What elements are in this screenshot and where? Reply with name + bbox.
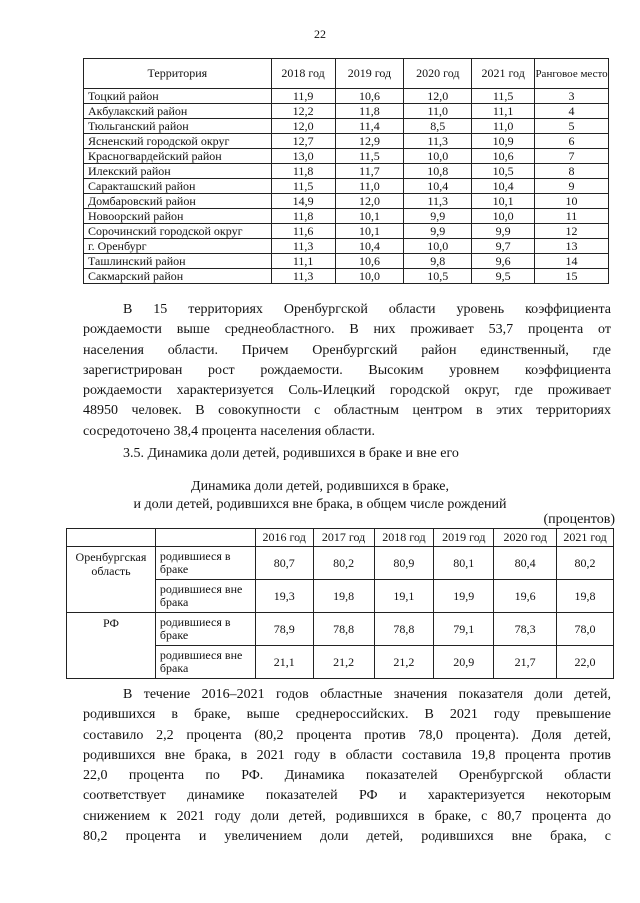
value-cell: 80,4 [494, 547, 557, 580]
table-row [84, 269, 609, 284]
value-cell: 10,4 [404, 179, 472, 194]
value-cell: 19,1 [374, 580, 434, 613]
text-line: 80,2 процента и увеличением доли детей, родившихся вне брака, с [83, 829, 611, 845]
value-cell: 8,5 [404, 119, 472, 134]
value-cell: 10,0 [404, 239, 472, 254]
value-cell: 13,0 [271, 149, 335, 164]
value-cell: 11,9 [271, 89, 335, 104]
value-cell: 78,8 [374, 613, 434, 646]
column-header: Ранговое место [535, 59, 609, 89]
value-cell: 10,1 [335, 209, 404, 224]
value-cell: 11,7 [335, 164, 404, 179]
territory-cell: Саракташский район [84, 179, 272, 194]
value-cell: 14,9 [271, 194, 335, 209]
value-cell: 10,1 [335, 224, 404, 239]
value-cell: 11,3 [404, 134, 472, 149]
value-cell: 10,5 [404, 269, 472, 284]
category-cell: родившиеся в браке [155, 613, 255, 646]
text-line: 22,0 процента по РФ. Динамика показателей Оренбургской области [83, 768, 611, 784]
value-cell: 19,8 [557, 580, 614, 613]
value-cell: 12,0 [335, 194, 404, 209]
table-row [84, 254, 609, 269]
value-cell: 78,0 [557, 613, 614, 646]
value-cell: 9,6 [472, 254, 535, 269]
text-line: рождаемости характеризуется Соль-Илецкий городской округ, где проживает [83, 383, 611, 399]
value-cell: 12,9 [335, 134, 404, 149]
table-row [84, 239, 609, 254]
region-cell: Оренбургская область [67, 547, 156, 613]
year-header: 2019 год [434, 529, 494, 547]
value-cell: 10,9 [472, 134, 535, 149]
column-header: 2018 год [271, 59, 335, 89]
empty-header-cell [67, 529, 156, 547]
category-cell: родившиеся вне брака [155, 580, 255, 613]
empty-header-cell [155, 529, 255, 547]
page-number: 22 [314, 27, 326, 41]
category-cell: родившиеся в браке [155, 547, 255, 580]
value-cell: 10,1 [472, 194, 535, 209]
text-line: 48950 человек. В совокупности с областным центром в этих территориях [83, 403, 611, 419]
value-cell: 9,7 [472, 239, 535, 254]
value-cell: 7 [535, 149, 609, 164]
value-cell: 21,2 [374, 646, 434, 679]
value-cell: 22,0 [557, 646, 614, 679]
table-row [84, 119, 609, 134]
year-header: 2016 год [255, 529, 313, 547]
value-cell: 19,8 [313, 580, 374, 613]
table-title-line: Динамика доли детей, родившихся в браке, [191, 479, 449, 494]
value-cell: 9,9 [404, 224, 472, 239]
value-cell: 4 [535, 104, 609, 119]
fertility-rank-table [83, 58, 609, 284]
value-cell: 80,2 [313, 547, 374, 580]
value-cell: 79,1 [434, 613, 494, 646]
table-row [84, 104, 609, 119]
table-header-row [84, 59, 609, 89]
table-row [84, 194, 609, 209]
value-cell: 11,3 [271, 269, 335, 284]
year-header: 2017 год [313, 529, 374, 547]
births-marriage-table [66, 528, 614, 679]
value-cell: 10,0 [472, 209, 535, 224]
value-cell: 11,8 [271, 164, 335, 179]
value-cell: 78,3 [494, 613, 557, 646]
paragraph-dynamics [83, 685, 611, 847]
value-cell: 9,8 [404, 254, 472, 269]
value-cell: 11,5 [472, 89, 535, 104]
value-cell: 19,9 [434, 580, 494, 613]
column-header: 2019 год [335, 59, 404, 89]
value-cell: 12,7 [271, 134, 335, 149]
value-cell: 10,6 [335, 254, 404, 269]
value-cell: 11,8 [335, 104, 404, 119]
value-cell: 80,7 [255, 547, 313, 580]
value-cell: 80,1 [434, 547, 494, 580]
territory-cell: Красногвардейский район [84, 149, 272, 164]
region-cell: РФ [67, 613, 156, 679]
value-cell: 19,3 [255, 580, 313, 613]
value-cell: 19,6 [494, 580, 557, 613]
paragraph-fertility [83, 300, 611, 442]
territory-cell: Ташлинский район [84, 254, 272, 269]
value-cell: 12,2 [271, 104, 335, 119]
value-cell: 11,4 [335, 119, 404, 134]
table-row [67, 613, 614, 646]
territory-cell: Сакмарский район [84, 269, 272, 284]
text-line: соответствует динамике показателей РФ и характеризуется некоторым [83, 788, 611, 804]
value-cell: 11,8 [271, 209, 335, 224]
value-cell: 10,6 [472, 149, 535, 164]
table-unit: (процентов) [543, 512, 615, 527]
year-header: 2021 год [557, 529, 614, 547]
territory-cell: г. Оренбург [84, 239, 272, 254]
value-cell: 11,1 [271, 254, 335, 269]
value-cell: 12,0 [271, 119, 335, 134]
value-cell: 9,9 [404, 209, 472, 224]
value-cell: 78,9 [255, 613, 313, 646]
table-header-row [67, 529, 614, 547]
table-row [67, 547, 614, 580]
text-line: зарегистрирован рост рождаемости. Высоким уровнем коэффициента [83, 362, 611, 378]
table-row [84, 89, 609, 104]
table-row [84, 134, 609, 149]
value-cell: 10,6 [335, 89, 404, 104]
text-line: В 15 территориях Оренбургской области уровень коэффициента [123, 302, 611, 317]
text-line: В течение 2016–2021 годов областные значения показателя доли детей, [123, 687, 611, 702]
value-cell: 11,6 [271, 224, 335, 239]
value-cell: 10,0 [335, 269, 404, 284]
section-heading: 3.5. Динамика доли детей, родившихся в браке и вне его [123, 446, 459, 461]
table-row [84, 164, 609, 179]
value-cell: 5 [535, 119, 609, 134]
territory-cell: Илекский район [84, 164, 272, 179]
value-cell: 10,8 [404, 164, 472, 179]
territory-cell: Домбаровский район [84, 194, 272, 209]
column-header: 2020 год [404, 59, 472, 89]
value-cell: 10,0 [404, 149, 472, 164]
text-line: составило 2,2 процента (80,2 процента против 78,0 процента). Доля детей, [83, 727, 611, 743]
year-header: 2018 год [374, 529, 434, 547]
category-cell: родившиеся вне брака [155, 646, 255, 679]
value-cell: 9,5 [472, 269, 535, 284]
value-cell: 11,5 [335, 149, 404, 164]
value-cell: 11,5 [271, 179, 335, 194]
table-row [84, 179, 609, 194]
value-cell: 11,1 [472, 104, 535, 119]
value-cell: 11,0 [335, 179, 404, 194]
text-line: родившихся в браке, выше среднероссийских. В 2021 году превышение [83, 707, 611, 723]
table-row [84, 149, 609, 164]
territory-cell: Ясненский городской округ [84, 134, 272, 149]
value-cell: 21,7 [494, 646, 557, 679]
value-cell: 10,5 [472, 164, 535, 179]
text-line: населения области. Причем Оренбургский район единственный, где [83, 342, 611, 358]
value-cell: 80,9 [374, 547, 434, 580]
value-cell: 9 [535, 179, 609, 194]
value-cell: 11,3 [271, 239, 335, 254]
value-cell: 3 [535, 89, 609, 104]
year-header: 2020 год [494, 529, 557, 547]
value-cell: 14 [535, 254, 609, 269]
territory-cell: Акбулакский район [84, 104, 272, 119]
value-cell: 9,9 [472, 224, 535, 239]
value-cell: 20,9 [434, 646, 494, 679]
value-cell: 12 [535, 224, 609, 239]
value-cell: 11,3 [404, 194, 472, 209]
territory-cell: Тюльганский район [84, 119, 272, 134]
value-cell: 10 [535, 194, 609, 209]
value-cell: 15 [535, 269, 609, 284]
value-cell: 13 [535, 239, 609, 254]
table-row [84, 209, 609, 224]
value-cell: 11,0 [472, 119, 535, 134]
value-cell: 10,4 [472, 179, 535, 194]
table-row [84, 224, 609, 239]
table-title-line: и доли детей, родившихся вне брака, в общем числе рождений [133, 497, 507, 512]
value-cell: 78,8 [313, 613, 374, 646]
text-line: родившихся вне брака, в 2021 году в области составила 19,8 процента против [83, 747, 611, 763]
text-line: сосредоточено 38,4 процента населения области. [83, 423, 375, 439]
value-cell: 6 [535, 134, 609, 149]
value-cell: 11,0 [404, 104, 472, 119]
column-header: 2021 год [472, 59, 535, 89]
text-line: рождаемости выше среднеобластного. В них проживает 53,7 процента от [83, 322, 611, 338]
value-cell: 8 [535, 164, 609, 179]
value-cell: 12,0 [404, 89, 472, 104]
territory-cell: Сорочинский городской округ [84, 224, 272, 239]
text-line: снижением к 2021 году доли детей, родившихся в браке, с 80,7 процента до [83, 808, 611, 824]
value-cell: 11 [535, 209, 609, 224]
column-header: Территория [84, 59, 272, 89]
value-cell: 80,2 [557, 547, 614, 580]
territory-cell: Тоцкий район [84, 89, 272, 104]
territory-cell: Новоорский район [84, 209, 272, 224]
value-cell: 21,1 [255, 646, 313, 679]
value-cell: 10,4 [335, 239, 404, 254]
value-cell: 21,2 [313, 646, 374, 679]
